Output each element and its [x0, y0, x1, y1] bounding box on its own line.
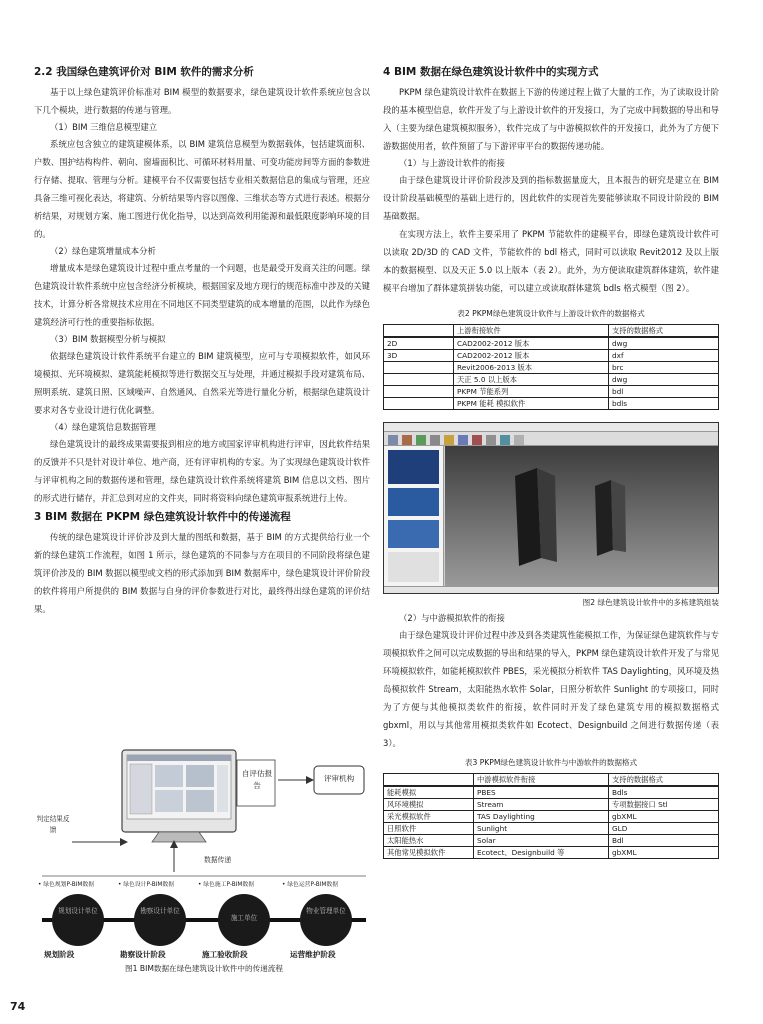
table-cell: TAS Daylighting — [474, 811, 609, 823]
figure-1 — [34, 742, 374, 974]
table-3-caption: 表3 PKPM绿色建筑设计软件与中游软件的数据格式 — [464, 758, 638, 767]
phase-operation: 运营维护阶段 — [290, 950, 336, 959]
circle-label-planning: 规划设计单位 — [58, 907, 98, 915]
table-row — [384, 362, 719, 374]
figure-2-caption: 图2 绿色建筑设计软件中的多栋建筑组装 — [582, 598, 719, 607]
figure-2-screenshot — [383, 422, 719, 594]
phase-construction: 施工验收阶段 — [202, 950, 248, 959]
review-org-label: 评审机构 — [323, 774, 355, 783]
table-cell: 太阳能热水 — [384, 835, 474, 847]
table-2-caption: 表2 PKPM绿色建筑设计软件与上游设计软件的数据格式 — [457, 309, 645, 318]
fig2-toolbar — [384, 432, 719, 446]
circle-planning — [52, 894, 104, 946]
table-cell: 上游衔接软件 — [454, 325, 609, 338]
midstream-text: 由于绿色建筑设计评价过程中涉及到各类建筑性能模拟工作，为保证绿色建筑软件与专项模拟软件之间可以完成数据的导出和结果的导入，PKPM 绿色建筑设计软件开发了与常见环境模拟软件，如能耗模拟软件 PBES，采光模拟分析软件 TAS Daylighting，风环境及热岛模拟软件 Stream，太阳能热水软件 Solar，日照分析软件 Sunlight 的专项接口，同时为了方便与其他模拟类软件的衔接，软件同时开发了绿色建筑专用的模拟数据格式 gbxml，用以与其他常用模拟类软件如 Ecotect、Designbuild 之间进行数据传递（表 3）。 — [383, 630, 719, 748]
module-3-heading: （3）BIM 数据模型分析与模拟 — [50, 334, 166, 344]
table-row — [384, 337, 719, 350]
table-cell — [384, 774, 474, 787]
table-cell: dwg — [609, 337, 719, 350]
circle-operation — [300, 894, 352, 946]
section-2-2-intro: 基于以上绿色建筑评价标准对 BIM 模型的数据要求，绿色建筑设计软件系统应包含以下几个模块，进行数据的传递与管理。 — [34, 87, 370, 115]
table-cell: 其他常见模拟软件 — [384, 847, 474, 859]
table-row — [384, 398, 719, 410]
table-cell: dwg — [609, 374, 719, 386]
circle-design — [134, 894, 186, 946]
circle-label-operation: 物业管理单位 — [306, 907, 346, 915]
table-cell: PBES — [474, 786, 609, 799]
feedback-label: 判定结果反馈 — [36, 815, 70, 834]
phase-design: 勘察设计阶段 — [120, 950, 166, 959]
fig2-viewport — [445, 446, 719, 586]
toolbar-icons — [384, 433, 719, 447]
table-row — [384, 350, 719, 362]
table-cell — [384, 386, 454, 398]
module-2-heading: （2）绿色建筑增量成本分析 — [50, 246, 156, 256]
page-number: 74 — [10, 1000, 26, 1013]
table-cell: CAD2002-2012 版本 — [454, 350, 609, 362]
fig2-side-panel — [384, 446, 444, 586]
table-cell: Revit2006-2013 版本 — [454, 362, 609, 374]
table-cell: 支持的数据格式 — [609, 325, 719, 338]
table-cell: 日照软件 — [384, 823, 474, 835]
table-cell: CAD2002-2012 版本 — [454, 337, 609, 350]
section-3-text: 传统的绿色建筑设计评价涉及到大量的图纸和数据，基于 BIM 的方式提供给行业一个新的绿色建筑工作流程，如图 1 所示，绿色建筑的不同参与方在项目的不同阶段将绿色建筑评价涉及的 BIM 数据以模型或文档的形式添加到 BIM 数据库中，绿色建筑设计评价阶段的软件将用户所提供的 BIM 数据与自身的评价参数进行对比，最终得出绿色建筑的评价结果。 — [34, 532, 370, 614]
module-1-heading: （1）BIM 三维信息模型建立 — [50, 122, 158, 132]
table-row — [384, 823, 719, 835]
table-row — [384, 847, 719, 859]
table-cell: Solar — [474, 835, 609, 847]
table-2 — [383, 324, 719, 410]
circle-label-construction: 施工单位 — [230, 914, 258, 922]
circle-label-design: 勘察设计单位 — [140, 907, 180, 915]
table-row — [384, 374, 719, 386]
table-cell: 中游模拟软件衔接 — [474, 774, 609, 787]
table-cell: 风环境模拟 — [384, 799, 474, 811]
section-4-heading: 4 BIM 数据在绿色建筑设计软件中的实现方式 — [383, 66, 599, 78]
table-cell: gbXML — [609, 847, 719, 859]
table-row — [384, 799, 719, 811]
section-4-text: PKPM 绿色建筑设计软件在数据上下游的传递过程上做了大量的工作，为了读取设计阶段的基本模型信息，软件开发了与上游设计软件的开发接口，为了完成中间数据的导出和导入（主要为绿色建筑模拟服务），软件完成了与中游模拟软件的开发接口，此外为了方便下游数据使用者，软件预留了与下游评审平台的数据传递功能。 — [383, 87, 719, 151]
table-cell: Sunlight — [474, 823, 609, 835]
table-cell: GLD — [609, 823, 719, 835]
fig2-menubar — [384, 423, 719, 432]
left-column — [34, 64, 370, 618]
bim-label-operation: • 绿色运营P-BIM数据 — [282, 882, 338, 888]
table-cell: 支持的数据格式 — [609, 774, 719, 787]
table-2-header — [384, 325, 719, 338]
table-cell: PKPM 节能系列 — [454, 386, 609, 398]
upstream-text-2: 在实现方法上，软件主要采用了 PKPM 节能软件的建模平台，即绿色建筑设计软件可以读取 2D/3D 的 CAD 文件，节能软件的 bdl 格式，同时可以读取 Revit2012 及以上版本的数据模型、以及天正 5.0 以上版本（表 2）。此外，为方便读取建筑群体建筑，软件建模平台增加了群体建筑拼装功能，可以建立或读取群体建筑 bdls 格式模型（图 2）。 — [383, 229, 719, 293]
bim-label-design: • 绿色设计P-BIM数据 — [118, 882, 174, 888]
self-eval-label: 自评估报告 — [241, 769, 273, 790]
table-cell: Bdl — [609, 835, 719, 847]
section-2-2-heading: 2.2 我国绿色建筑评价对 BIM 软件的需求分析 — [34, 66, 254, 78]
figure-1-caption: 图1 BIM数据在绿色建筑设计软件中的传递流程 — [125, 964, 283, 973]
table-cell: Ecotect、Designbuild 等 — [474, 847, 609, 859]
table-cell — [384, 325, 454, 338]
upstream-heading: （1）与上游设计软件的衔接 — [399, 158, 505, 168]
table-cell: 能耗模拟 — [384, 786, 474, 799]
table-cell: dxf — [609, 350, 719, 362]
table-cell: 2D — [384, 337, 454, 350]
data-transfer-label: 数据传递 — [204, 856, 232, 864]
table-row — [384, 811, 719, 823]
table-cell: 天正 5.0 以上版本 — [454, 374, 609, 386]
right-column — [383, 64, 719, 859]
table-cell: gbXML — [609, 811, 719, 823]
table-cell — [384, 398, 454, 410]
phase-planning: 规划阶段 — [44, 950, 75, 959]
table-cell: bdls — [609, 398, 719, 410]
bim-label-construction: • 绿色施工P-BIM数据 — [198, 882, 254, 888]
table-row — [384, 386, 719, 398]
table-cell: Bdls — [609, 786, 719, 799]
fig2-statusbar — [384, 586, 719, 594]
table-cell: Stream — [474, 799, 609, 811]
table-row — [384, 835, 719, 847]
table-cell: PKPM 能耗 模拟软件 — [454, 398, 609, 410]
module-4-text: 绿色建筑设计的最终成果需要报到相应的地方或国家评审机构进行评审，因此软件结果的反馈并不只是针对设计单位、地产商，还有评审机构的专家。为了实现绿色建筑设计软件与评审机构之间的数据传递和管理，绿色建筑设计软件系统将建筑 BIM 信息以文档、图片的形式进行储存，并汇总到对应的文件夹，同时将资料向绿色建筑审报系统进行上传。 — [34, 439, 370, 503]
building-3d-icon — [445, 446, 719, 586]
table-cell — [384, 374, 454, 386]
bim-label-planning: • 绿色规划P-BIM数据 — [38, 882, 94, 888]
module-2-text: 增量成本是绿色建筑设计过程中重点考量的一个问题，也是最受开发商关注的问题。绿色建筑设计软件系统中应包含经济分析模块，根据国家及地方现行的规范标准中涉及的关键技术，计算分析各常规技术应用在不同地区不同类型建筑的成本增量的范围，以此作为绿色建筑经济可行性的重要指标依据。 — [34, 263, 370, 327]
table-3-header — [384, 774, 719, 787]
table-cell: bdl — [609, 386, 719, 398]
module-4-heading: （4）绿色建筑信息数据管理 — [50, 422, 156, 432]
table-cell: 专项数据接口 Stl — [609, 799, 719, 811]
upstream-text-1: 由于绿色建筑设计评价阶段涉及到的指标数据量庞大，且本报告的研究是建立在 BIM 设计阶段基础模型的基础上进行的，因此软件的实现首先要能够读取不同设计阶段的 BIM 基础数据。 — [383, 175, 719, 221]
section-3-heading: 3 BIM 数据在 PKPM 绿色建筑设计软件中的传递流程 — [34, 511, 291, 523]
module-1-text: 系统应包含独立的建筑建模体系，以 BIM 建筑信息模型为数据载体，包括建筑面积、户数、围护结构构件、朝向、窗墙面积比、可循环材料用量、可变功能房间等方面的参数进行存储、提取、管理与分析。建模平台不仅需要包括专业相关数据信息的集成与管理，还应具备三维可视化表达，将建筑、分析结果等内容以图像、三维状态等方式进行表述。根据分析结果，对规划方案、施工图进行优化指导，以达到高效利用能源和最低限度影响环境的目的。 — [34, 139, 370, 239]
module-3-text: 依据绿色建筑设计软件系统平台建立的 BIM 建筑模型，应可与专项模拟软件，如风环境模拟、光环境模拟、建筑能耗模拟等进行数据交互与处理，并通过模拟手段对建筑布局、照明系统、建筑日照、区域噪声、自然通风、自然采光等进行量化分析，根据绿色建筑设计要求对各专业设计进行优化调整。 — [34, 351, 370, 415]
table-cell: 3D — [384, 350, 454, 362]
table-cell: brc — [609, 362, 719, 374]
table-cell — [384, 362, 454, 374]
table-3 — [383, 773, 719, 859]
table-row — [384, 786, 719, 799]
table-cell: 采光模拟软件 — [384, 811, 474, 823]
midstream-heading: （2）与中游模拟软件的衔接 — [399, 613, 505, 623]
